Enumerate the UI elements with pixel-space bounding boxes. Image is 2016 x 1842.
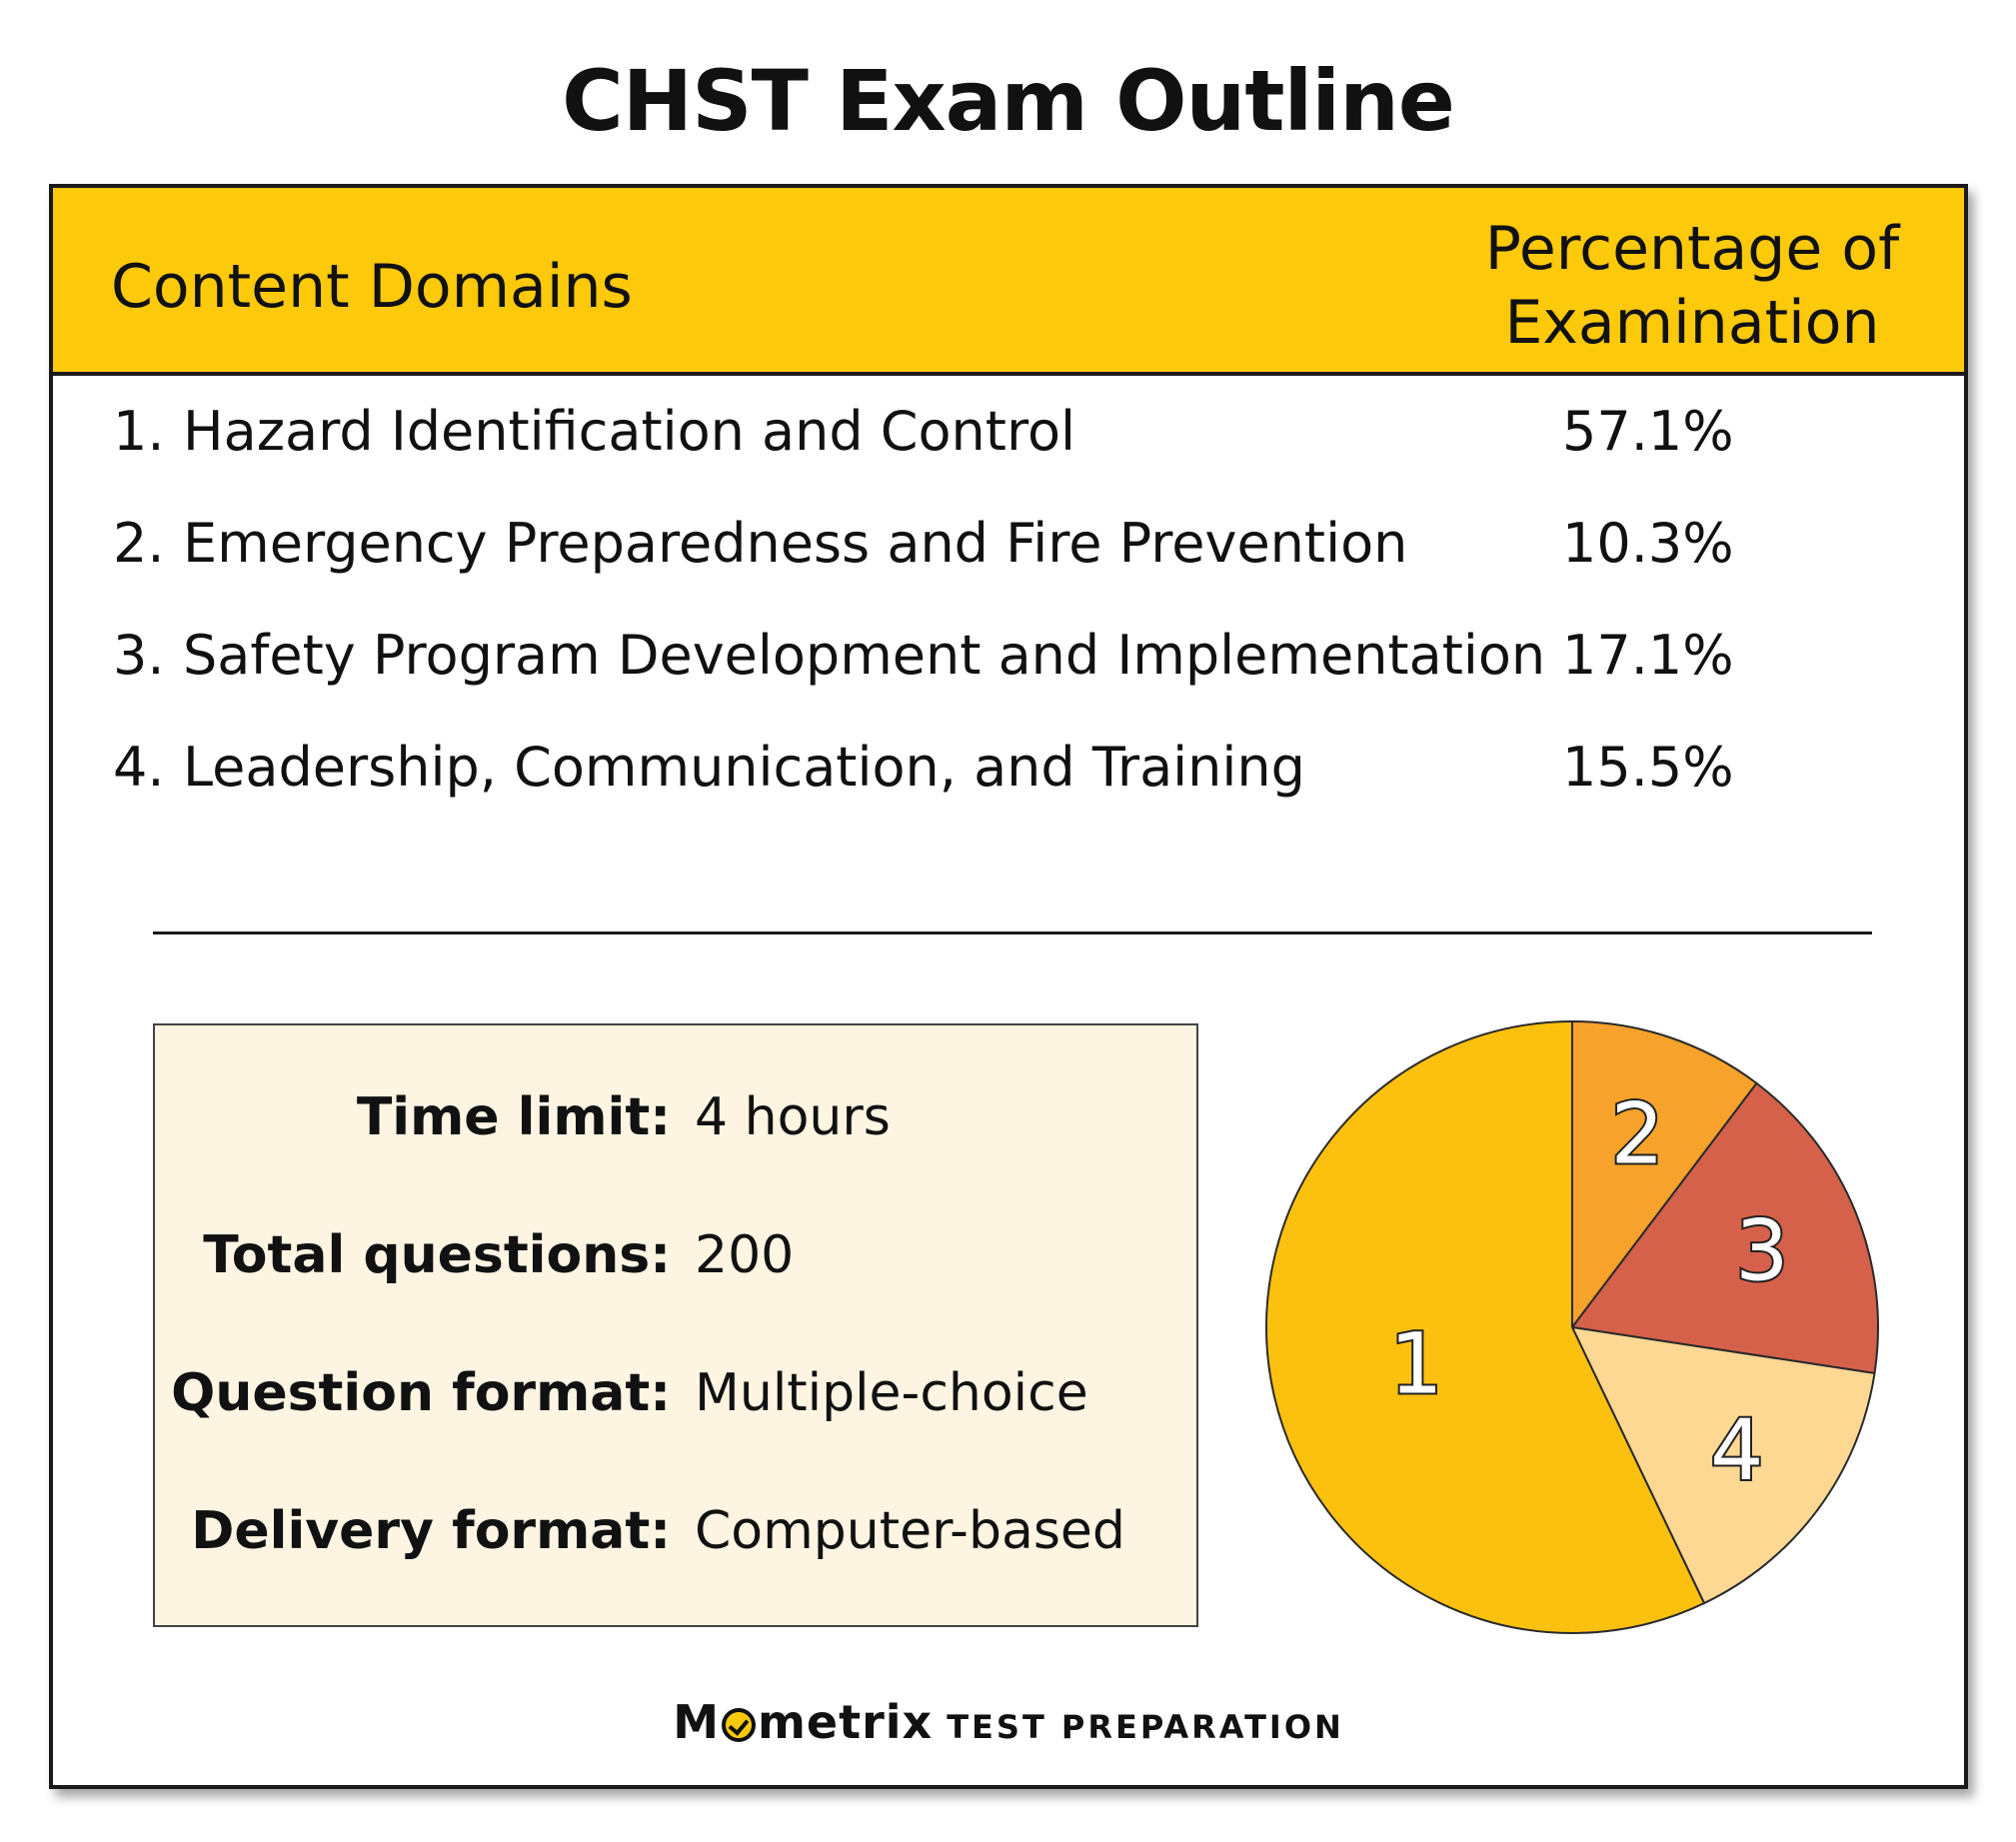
pie-label-2: 2 bbox=[1610, 1084, 1664, 1183]
footer-logo bbox=[53, 1695, 1964, 1749]
header-percentage bbox=[1472, 212, 1912, 360]
header-percentage-line2: Examination bbox=[1504, 288, 1880, 358]
domain-label: Safety Program Development and Implementation bbox=[183, 624, 1546, 687]
info-row bbox=[155, 1501, 1200, 1581]
domain-number: 2. bbox=[113, 512, 165, 575]
info-value: Multiple-choice bbox=[695, 1363, 1088, 1423]
pie-label-1: 1 bbox=[1389, 1314, 1443, 1413]
table-header bbox=[53, 188, 1964, 376]
domain-percentage: 57.1% bbox=[1562, 400, 1734, 463]
header-percentage-line1: Percentage of bbox=[1484, 214, 1900, 284]
info-key: Time limit: bbox=[356, 1087, 671, 1147]
brand-prefix: M bbox=[673, 1695, 720, 1749]
exam-info-box bbox=[153, 1023, 1198, 1627]
info-key: Delivery format: bbox=[191, 1501, 671, 1561]
brand-name bbox=[673, 1695, 933, 1749]
domain-percentage: 10.3% bbox=[1562, 512, 1734, 575]
pie-chart bbox=[1252, 1007, 1892, 1647]
domain-row bbox=[113, 624, 1912, 704]
info-key: Question format: bbox=[171, 1363, 671, 1423]
checkmark-o-icon bbox=[722, 1708, 756, 1742]
pie-chart-svg bbox=[1252, 1007, 1892, 1647]
domain-number: 1. bbox=[113, 400, 165, 463]
domain-row bbox=[113, 400, 1912, 480]
info-row bbox=[155, 1225, 1200, 1305]
domain-row bbox=[113, 736, 1912, 816]
section-divider bbox=[153, 931, 1872, 934]
pie-label-4: 4 bbox=[1709, 1401, 1764, 1500]
domain-label: Hazard Identification and Control bbox=[183, 400, 1076, 463]
domain-row bbox=[113, 512, 1912, 592]
domain-percentage: 15.5% bbox=[1562, 736, 1734, 799]
domain-number: 4. bbox=[113, 736, 165, 799]
outline-card bbox=[49, 184, 1968, 1789]
domain-label: Leadership, Communication, and Training bbox=[183, 736, 1305, 799]
info-value: 4 hours bbox=[695, 1087, 891, 1147]
header-content-domains: Content Domains bbox=[111, 252, 633, 322]
pie-label-3: 3 bbox=[1735, 1201, 1789, 1300]
brand-tagline: TEST PREPARATION bbox=[947, 1708, 1344, 1746]
domain-label: Emergency Preparedness and Fire Prevention bbox=[183, 512, 1408, 575]
info-row bbox=[155, 1087, 1200, 1167]
info-value: Computer-based bbox=[695, 1501, 1125, 1561]
info-key: Total questions: bbox=[203, 1225, 671, 1285]
page-title: CHST Exam Outline bbox=[562, 52, 1454, 150]
domain-percentage: 17.1% bbox=[1562, 624, 1734, 687]
info-row bbox=[155, 1363, 1200, 1443]
brand-suffix: metrix bbox=[757, 1695, 934, 1749]
domain-number: 3. bbox=[113, 624, 165, 687]
info-value: 200 bbox=[695, 1225, 795, 1285]
